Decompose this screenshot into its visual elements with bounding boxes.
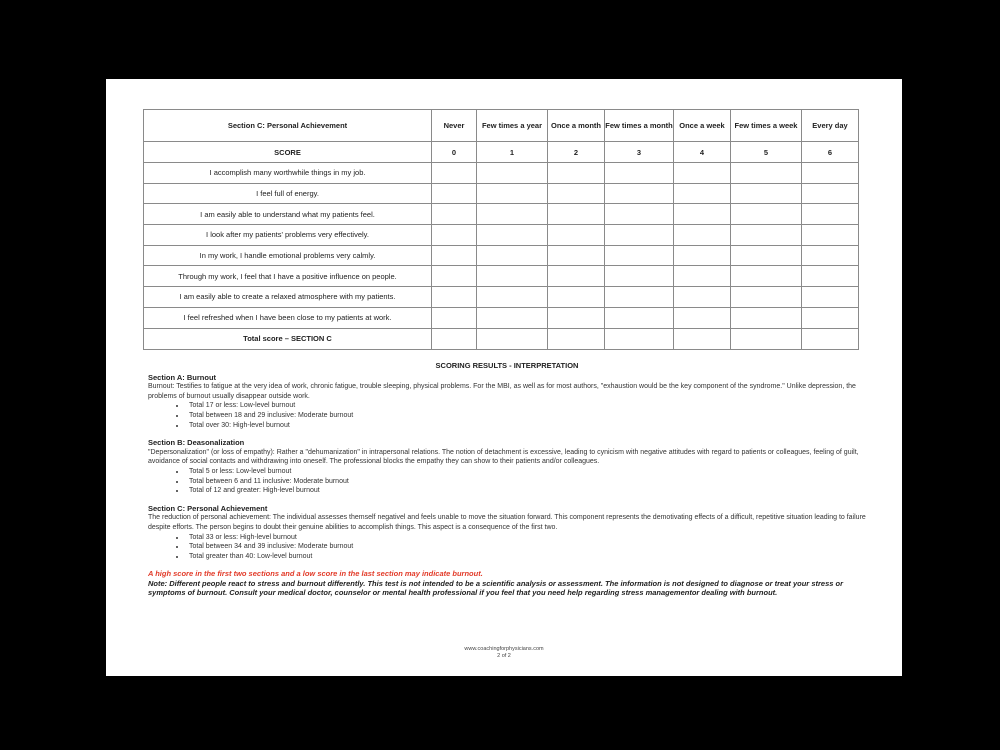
section-c (148, 504, 866, 562)
total-score-label: Total score – SECTION C (144, 328, 432, 349)
answer-cell[interactable] (731, 225, 802, 246)
score-value: 1 (477, 142, 548, 163)
interpretation-title: SCORING RESULTS - INTERPRETATION (435, 361, 579, 370)
section-heading: Section A: Burnout (148, 372, 217, 382)
answer-cell[interactable] (432, 307, 477, 328)
answer-cell[interactable] (548, 266, 605, 287)
answer-cell[interactable] (731, 307, 802, 328)
table-row (144, 204, 859, 225)
answer-cell[interactable] (802, 287, 859, 308)
column-header: Never (432, 110, 477, 142)
section-a (148, 373, 866, 431)
answer-cell[interactable] (432, 266, 477, 287)
score-range-item: • Total over 30: High-level burnout (186, 421, 866, 431)
answer-cell[interactable] (605, 287, 674, 308)
question-text: I am easily able to understand what my patients feel. (144, 204, 432, 225)
score-range-item: • Total between 18 and 29 inclusive: Moderate burnout (186, 411, 866, 421)
total-cell[interactable] (802, 328, 859, 349)
answer-cell[interactable] (674, 266, 731, 287)
score-ranges (148, 533, 866, 562)
footer-website: www.coachingforphysicians.com (464, 646, 544, 652)
total-cell[interactable] (731, 328, 802, 349)
score-value: 3 (605, 142, 674, 163)
document-page (106, 79, 902, 676)
total-cell[interactable] (605, 328, 674, 349)
question-text: I feel full of energy. (144, 183, 432, 204)
table-row (144, 183, 859, 204)
question-text: In my work, I handle emotional problems very calmly. (144, 245, 432, 266)
answer-cell[interactable] (674, 225, 731, 246)
total-cell[interactable] (548, 328, 605, 349)
answer-cell[interactable] (605, 163, 674, 184)
section-b (148, 438, 866, 496)
score-range-item: • Total 17 or less: Low-level burnout (186, 401, 866, 411)
column-header: Few times a month (605, 110, 674, 142)
section-body: "Depersonalization" (or loss of empathy): Rather a "dehumanization" in intrapersonal relations. The notion of detachment is excessive, leading to cynicism with negative attitudes with regard to patients or colleagues, feeling of guilt, avoidance of social contacts and withdrawing into oneself. The professional blocks the empathy they can show to their patients and/or colleagues. (148, 448, 859, 466)
score-range-item: • Total between 34 and 39 inclusive: Moderate burnout (186, 542, 866, 552)
answer-cell[interactable] (802, 225, 859, 246)
score-range-item: • Total of 12 and greater: High-level burnout (186, 486, 866, 496)
answer-cell[interactable] (605, 266, 674, 287)
answer-cell[interactable] (477, 245, 548, 266)
answer-cell[interactable] (548, 183, 605, 204)
score-value: 4 (674, 142, 731, 163)
table-row (144, 245, 859, 266)
section-body: Burnout: Testifies to fatigue at the very idea of work, chronic fatigue, trouble sleeping, physical problems. For the MBI, as well as for most authors, "exhaustion would be the key component of the syndrome." Unlike depression, the problems of burnout usually disappear outside work. (148, 383, 856, 400)
score-value: 0 (432, 142, 477, 163)
answer-cell[interactable] (802, 204, 859, 225)
answer-cell[interactable] (605, 204, 674, 225)
answer-cell[interactable] (477, 204, 548, 225)
answer-cell[interactable] (548, 307, 605, 328)
score-label: SCORE (144, 142, 432, 163)
answer-cell[interactable] (432, 183, 477, 204)
answer-cell[interactable] (548, 163, 605, 184)
question-text: I am easily able to create a relaxed atmosphere with my patients. (144, 287, 432, 308)
disclaimer-note: Note: Different people react to stress and burnout differently. This test is not intended to be a scientific analysis or assessment. The information is not designed to diagnose or treat your stress or symptoms of burnout. Consult your medical doctor, counselor or mental health professional if you feel that you need help regarding stress managementor dealing with burnout. (148, 578, 843, 598)
answer-cell[interactable] (731, 266, 802, 287)
table-row (144, 266, 859, 287)
column-header: Few times a week (731, 110, 802, 142)
answer-cell[interactable] (548, 204, 605, 225)
page-number: 2 of 2 (497, 653, 511, 659)
answer-cell[interactable] (674, 245, 731, 266)
answer-cell[interactable] (548, 225, 605, 246)
answer-cell[interactable] (731, 245, 802, 266)
answer-cell[interactable] (802, 266, 859, 287)
score-range-item: • Total 5 or less: Low-level burnout (186, 467, 866, 477)
score-row (144, 142, 859, 163)
section-heading: Section C: Personal Achievement (148, 503, 268, 513)
total-cell[interactable] (432, 328, 477, 349)
answer-cell[interactable] (731, 204, 802, 225)
question-text: I accomplish many worthwhile things in my job. (144, 163, 432, 184)
question-text: Through my work, I feel that I have a positive influence on people. (144, 266, 432, 287)
page-footer (106, 646, 902, 660)
answer-cell[interactable] (477, 163, 548, 184)
answer-cell[interactable] (605, 307, 674, 328)
answer-cell[interactable] (605, 245, 674, 266)
answer-cell[interactable] (802, 307, 859, 328)
table-row (144, 307, 859, 328)
answer-cell[interactable] (477, 266, 548, 287)
answer-cell[interactable] (802, 245, 859, 266)
answer-cell[interactable] (605, 183, 674, 204)
answer-cell[interactable] (802, 183, 859, 204)
column-header: Once a month (548, 110, 605, 142)
answer-cell[interactable] (477, 183, 548, 204)
section-heading: Section B: Deasonalization (148, 438, 245, 448)
total-score-row (144, 328, 859, 349)
answer-cell[interactable] (731, 163, 802, 184)
answer-cell[interactable] (432, 245, 477, 266)
question-text: I look after my patients' problems very effectively. (144, 225, 432, 246)
answer-cell[interactable] (432, 204, 477, 225)
answer-cell[interactable] (731, 287, 802, 308)
score-ranges (148, 401, 866, 430)
answer-cell[interactable] (548, 245, 605, 266)
interpretation-section (148, 361, 866, 598)
column-header: Every day (802, 110, 859, 142)
answer-cell[interactable] (432, 225, 477, 246)
answer-cell[interactable] (802, 163, 859, 184)
score-value: 2 (548, 142, 605, 163)
score-value: 6 (802, 142, 859, 163)
total-cell[interactable] (674, 328, 731, 349)
personal-achievement-table (143, 109, 859, 350)
table-row (144, 287, 859, 308)
answer-cell[interactable] (731, 183, 802, 204)
score-value: 5 (731, 142, 802, 163)
score-ranges (148, 467, 866, 496)
burnout-warning: A high score in the first two sections and a low score in the last section may indicate burnout. (148, 569, 483, 579)
score-range-item: • Total 33 or less: High-level burnout (186, 533, 866, 543)
table-header-row (144, 110, 859, 142)
section-body: The reduction of personal achievement: The individual assesses themself negativel and feels unable to move the situation forward. This component represents the demotivating effects of a difficult, repetitive situation leading to failure despite efforts. The person begins to doubt their genuine abilities to accomplish things. This aspect is a consequence of the first two. (148, 514, 866, 531)
answer-cell[interactable] (674, 287, 731, 308)
answer-cell[interactable] (674, 204, 731, 225)
answer-cell[interactable] (674, 163, 731, 184)
column-header: Few times a year (477, 110, 548, 142)
answer-cell[interactable] (674, 183, 731, 204)
question-text: I feel refreshed when I have been close to my patients at work. (144, 307, 432, 328)
total-cell[interactable] (477, 328, 548, 349)
answer-cell[interactable] (605, 225, 674, 246)
table-row (144, 163, 859, 184)
section-label: Section C: Personal Achievement (144, 110, 432, 142)
score-range-item: • Total greater than 40: Low-level burnout (186, 552, 866, 562)
column-header: Once a week (674, 110, 731, 142)
score-range-item: • Total between 6 and 11 inclusive: Moderate burnout (186, 477, 866, 487)
answer-cell[interactable] (674, 307, 731, 328)
answer-cell[interactable] (432, 163, 477, 184)
answer-cell[interactable] (548, 287, 605, 308)
answer-cell[interactable] (432, 287, 477, 308)
answer-cell[interactable] (477, 307, 548, 328)
table-row (144, 225, 859, 246)
answer-cell[interactable] (477, 287, 548, 308)
answer-cell[interactable] (477, 225, 548, 246)
